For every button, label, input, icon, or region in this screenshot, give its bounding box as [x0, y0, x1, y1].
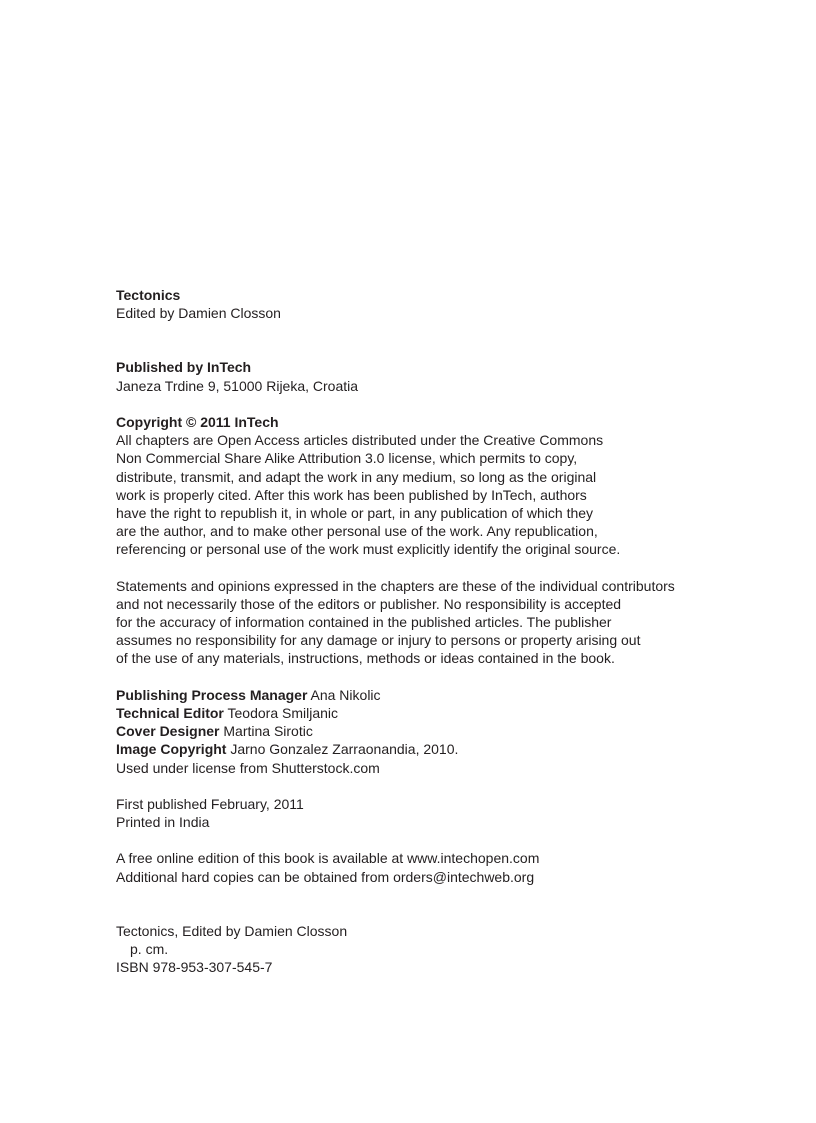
copyright-heading: Copyright © 2011 InTech	[116, 413, 279, 430]
copyright-line: referencing or personal use of the work must explicitly identify the original source.	[116, 541, 621, 558]
credit-name: Teodora Smiljanic	[223, 704, 339, 721]
copyright-line: are the author, and to make other personal use of the work. Any republication,	[116, 523, 598, 540]
disclaimer-line: and not necessarily those of the editors or publisher. No responsibility is accepted	[116, 595, 622, 612]
disclaimer-line: of the use of any materials, instructions, methods or ideas contained in the book.	[116, 650, 615, 667]
image-license: Used under license from Shutterstock.com	[116, 759, 380, 776]
printed-in: Printed in India	[116, 814, 210, 831]
catalog-isbn: ISBN 978-953-307-545-7	[116, 959, 273, 976]
credit-role: Cover Designer	[116, 723, 220, 740]
credit-image-copyright	[116, 740, 776, 758]
publisher-heading: Published by InTech	[116, 359, 252, 376]
credit-role: Publishing Process Manager	[116, 686, 308, 703]
book-editor: Edited by Damien Closson	[116, 305, 281, 322]
credit-cover-designer	[116, 722, 776, 740]
copyright-page	[116, 286, 776, 976]
credit-name: Jarno Gonzalez Zarraonandia, 2010.	[226, 741, 459, 758]
book-title: Tectonics	[116, 287, 181, 303]
disclaimer-line: for the accuracy of information contained in the published articles. The publisher	[116, 614, 612, 630]
credit-technical-editor	[116, 704, 776, 722]
credit-name: Ana Nikolic	[307, 686, 381, 703]
credit-role: Technical Editor	[116, 704, 224, 721]
publisher-address: Janeza Trdine 9, 51000 Rijeka, Croatia	[116, 377, 359, 394]
copyright-line: distribute, transmit, and adapt the work in any medium, so long as the original	[116, 468, 597, 485]
copyright-line: work is properly cited. After this work has been published by InTech, authors	[116, 486, 587, 503]
copyright-line: have the right to republish it, in whole or part, in any publication of which they	[116, 504, 594, 521]
catalog-citation: Tectonics, Edited by Damien Closson	[116, 922, 348, 939]
hard-copies-note: Additional hard copies can be obtained from orders@intechweb.org	[116, 868, 535, 885]
online-edition-note: A free online edition of this book is available at www.intechopen.com	[116, 850, 540, 867]
first-published: First published February, 2011	[116, 795, 304, 812]
credit-role: Image Copyright	[116, 741, 227, 758]
catalog-pages: p. cm.	[130, 941, 169, 957]
copyright-line: All chapters are Open Access articles distributed under the Creative Commons	[116, 432, 604, 449]
credit-name: Martina Sirotic	[219, 723, 313, 740]
copyright-line: Non Commercial Share Alike Attribution 3.0 license, which permits to copy,	[116, 450, 578, 467]
credit-process-manager	[116, 686, 776, 704]
disclaimer-line: assumes no responsibility for any damage or injury to persons or property arising out	[116, 632, 641, 649]
disclaimer-line: Statements and opinions expressed in the chapters are these of the individual contributors	[116, 577, 675, 594]
